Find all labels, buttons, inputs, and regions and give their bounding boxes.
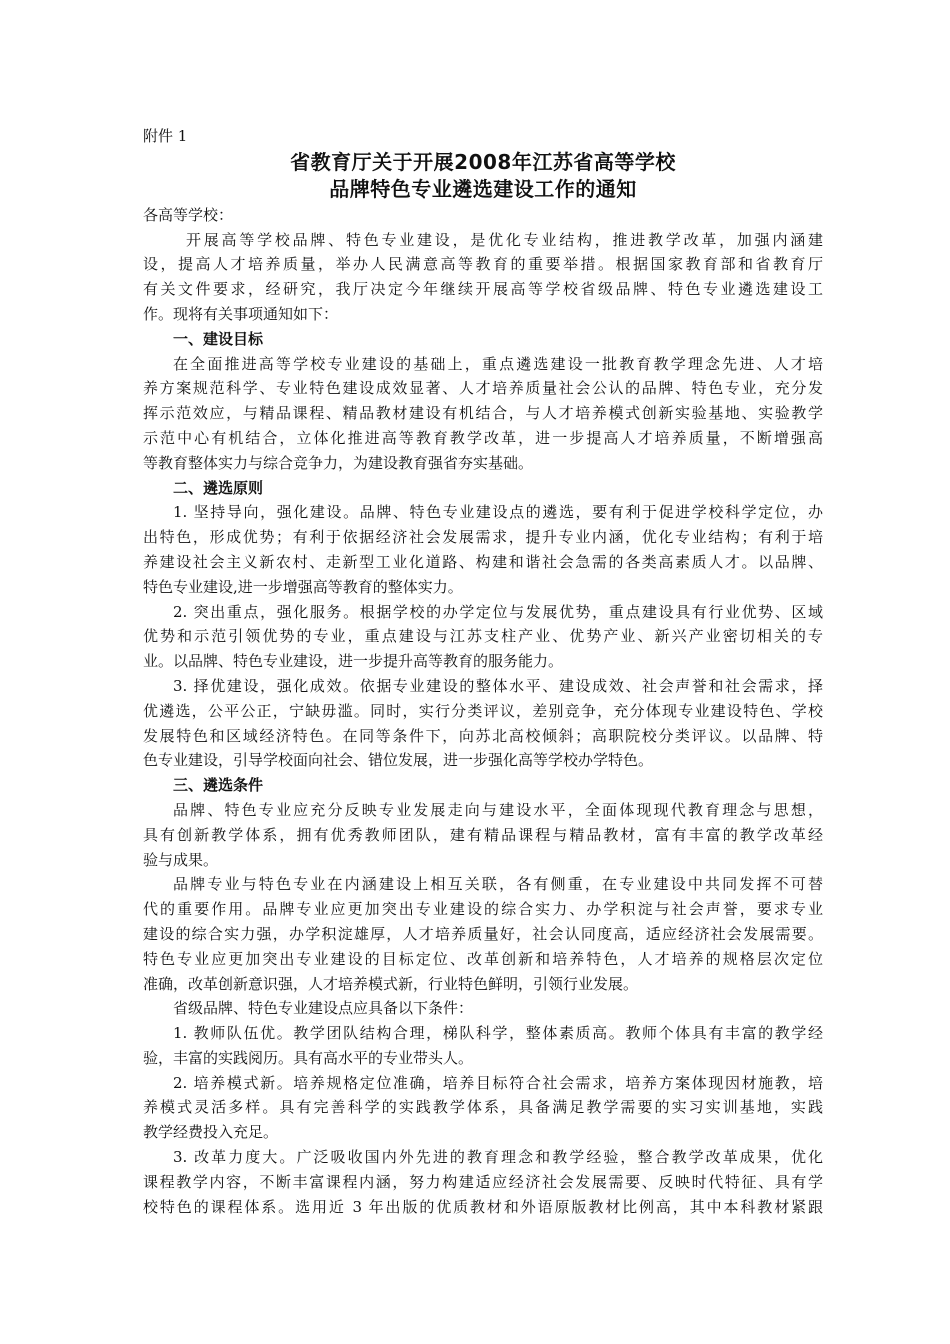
paragraph-line: 养方案规范科学、专业特色建设成效显著、人才培养质量社会公认的品牌、特色专业，充分发 [143,379,823,398]
document-body [143,124,823,1219]
paragraph-line: 省级品牌、特色专业建设点应具备以下条件： [173,999,474,1018]
paragraph-line: 课程教学内容，不断丰富课程内涵，努力构建适应经济社会发展需要、反映时代特征、具有学 [143,1172,823,1191]
principle-2-paragraph [143,600,823,674]
paragraph-line: 品牌专业与特色专业在内涵建设上相互关联，各有侧重，在专业建设中共同发挥不可替 [173,875,823,894]
paragraph-line: 建设的综合实力强，办学积淀雄厚，人才培养质量好，社会认同度高，适应经济社会发展需要。 [143,924,823,943]
paragraph-line: 特色专业建设,进一步增强高等教育的整体实力。 [143,577,463,596]
paragraph-line: 具有创新教学体系，拥有优秀教师团队，建有精品课程与精品教材，富有丰富的教学改革经 [143,825,823,844]
paragraph-line: 1. 坚持导向，强化建设。品牌、特色专业建设点的遴选，要有利于促进学校科学定位，办 [173,503,823,522]
paragraph-line: 1. 教师队伍优。教学团队结构合理，梯队科学，整体素质高。教师个体具有丰富的教学经 [173,1024,823,1043]
condition-2-paragraph [143,1071,823,1145]
conditions-paragraph-2 [143,872,823,996]
paragraph-line: 养建设社会主义新农村、走新型工业化道路、构建和谐社会急需的各类高素质人才。以品牌、 [143,552,823,571]
salutation: 各高等学校： [143,205,234,224]
paragraph-line: 代的重要作用。品牌专业应更加突出专业建设的综合实力、办学积淀与社会声誉，要求专业 [143,900,823,919]
intro-line: 开展高等学校品牌、特色专业建设，是优化专业结构，推进教学改革，加强内涵建 [186,230,823,249]
paragraph-line: 优势和示范引领优势的专业，重点建设与江苏支柱产业、优势产业、新兴产业密切相关的专 [143,627,823,646]
paragraph-line: 2. 突出重点，强化服务。根据学校的办学定位与发展优势，重点建设具有行业优势、区域 [173,602,823,621]
paragraph-line: 品牌、特色专业应充分反映专业发展走向与建设水平，全面体现现代教育理念与思想， [173,800,823,819]
paragraph-line: 3. 择优建设，强化成效。依据专业建设的整体水平、建设成效、社会声誉和社会需求，择 [173,676,823,695]
paragraph-line: 验，丰富的实践阅历。具有高水平的专业带头人。 [143,1048,474,1067]
principle-3-paragraph [143,674,823,773]
paragraph-line: 校特色的课程体系。选用近 3 年出版的优质教材和外语原版教材比例高，其中本科教材紧跟 [143,1197,823,1216]
intro-line: 设，提高人才培养质量，举办人民满意高等教育的重要举措。根据国家教育部和省教育厅 [143,255,823,274]
document-title-line-1: 省教育厅关于开展2008年江苏省高等学校 [290,149,676,174]
attachment-label: 附件 1 [143,127,188,145]
intro-line: 作。现将有关事项通知如下： [143,304,339,323]
paragraph-line: 3. 改革力度大。广泛吸收国内外先进的教育理念和教学经验，整合教学改革成果，优化 [173,1148,823,1167]
condition-1-paragraph [143,1021,823,1071]
paragraph-line: 挥示范效应，与精品课程、精品教材建设有机结合，与人才培养模式创新实验基地、实验教学 [143,404,823,423]
intro-paragraph [143,228,823,327]
section-heading-principles: 二、遴选原则 [173,478,264,497]
paragraph-line: 2. 培养模式新。培养规格定位准确，培养目标符合社会需求，培养方案体现因材施教，培 [173,1073,823,1092]
paragraph-line: 准确，改革创新意识强，人才培养模式新，行业特色鲜明，引领行业发展。 [143,974,639,993]
paragraph-line: 业。以品牌、特色专业建设，进一步提升高等教育的服务能力。 [143,652,564,671]
intro-line: 有关文件要求，经研究，我厅决定今年继续开展高等学校省级品牌、特色专业遴选建设工 [143,280,823,299]
section-heading-conditions: 三、遴选条件 [173,776,264,795]
condition-3-paragraph [143,1145,823,1219]
section-heading-goals: 一、建设目标 [173,329,264,348]
paragraph-line: 出特色，形成优势；有利于依据经济社会发展需求，提升专业内涵，优化专业结构；有利于培 [143,528,823,547]
paragraph-line: 养模式灵活多样。具有完善科学的实践教学体系，具备满足教学需要的实习实训基地，实践 [143,1098,823,1117]
principle-1-paragraph [143,500,823,599]
paragraph-line: 优遴选，公平公正，宁缺毋滥。同时，实行分类评议，差别竞争，充分体现专业建设特色、学校 [143,701,823,720]
paragraph-line: 在全面推进高等学校专业建设的基础上，重点遴选建设一批教育教学理念先进、人才培 [173,354,823,373]
conditions-paragraph-1 [143,798,823,872]
paragraph-line: 发展特色和区域经济特色。在同等条件下，向苏北高校倾斜；高职院校分类评议。以品牌、特 [143,726,823,745]
section-goals-paragraph [143,352,823,476]
conditions-paragraph-3 [143,996,823,1021]
paragraph-line: 等教育整体实力与综合竞争力，为建设教育强省夯实基础。 [143,453,534,472]
paragraph-line: 色专业建设，引导学校面向社会、错位发展，进一步强化高等学校办学特色。 [143,751,654,770]
paragraph-line: 教学经费投入充足。 [143,1123,279,1142]
paragraph-line: 特色专业应更加突出专业建设的目标定位、改革创新和培养特色，人才培养的规格层次定位 [143,949,823,968]
paragraph-line: 示范中心有机结合，立体化推进高等教育教学改革，进一步提高人才培养质量，不断增强高 [143,428,823,447]
paragraph-line: 验与成果。 [143,850,219,869]
document-title-line-2: 品牌特色专业遴选建设工作的通知 [329,176,637,201]
